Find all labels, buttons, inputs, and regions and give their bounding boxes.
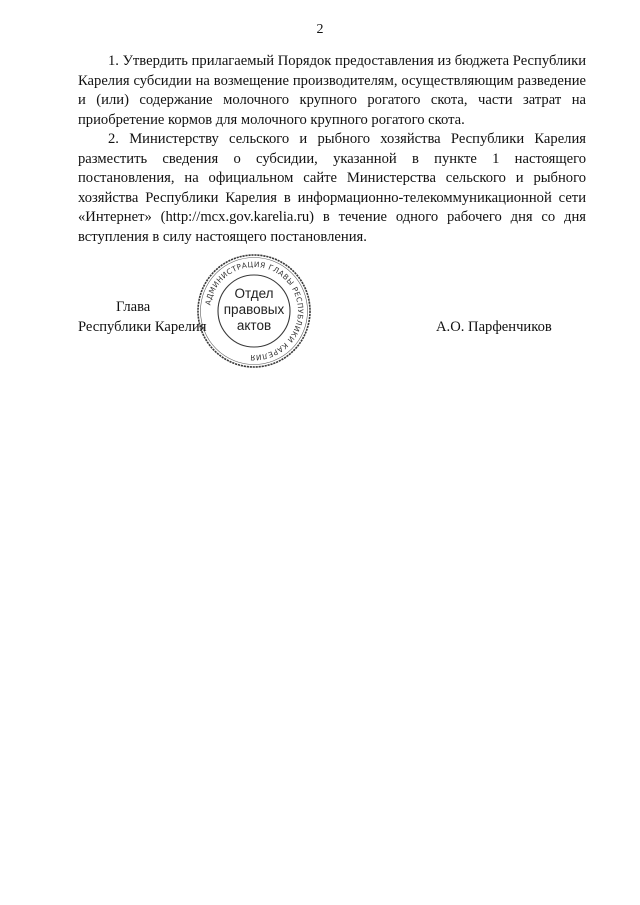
document-body — [78, 52, 586, 247]
stamp-line-1: Отдел — [234, 286, 274, 301]
signature-organization: Республики Карелия — [78, 319, 207, 335]
official-stamp — [194, 251, 314, 371]
stamp-ring-text: АДМИНИСТРАЦИЯ ГЛАВЫ РЕСПУБЛИКИ КАРЕЛИЯ — [203, 259, 306, 363]
signature-title: Глава — [116, 299, 151, 315]
paragraph-1: 1. Утвердить прилагаемый Порядок предоставления из бюджета Республики Карелия субсидии на возмещение производителям, осуществляющим разведение и (или) содержание молочного крупного рогатого скота, части затрат на приобретение кормов для молочного крупного рогатого скота. — [78, 53, 586, 128]
page-number: 2 — [316, 22, 324, 37]
paragraph-2: 2. Министерству сельского и рыбного хозяйства Республики Карелия разместить сведения о субсидии, указанной в пункте 1 настоящего постановления, на официальном сайте Министерства сельского и рыбного хозяйства Республики Карелия в информационно-телекоммуникационной сети «Интернет» (http://mcx.gov.karelia.ru) в течение одного рабочего дня со дня вступления в силу настоящего постановления. — [78, 131, 586, 245]
stamp-line-3: актов — [236, 318, 272, 333]
stamp-line-2: правовых — [223, 302, 285, 317]
stamp-seal-icon — [194, 251, 314, 371]
signatory-name: А.О. Парфенчиков — [436, 319, 552, 335]
